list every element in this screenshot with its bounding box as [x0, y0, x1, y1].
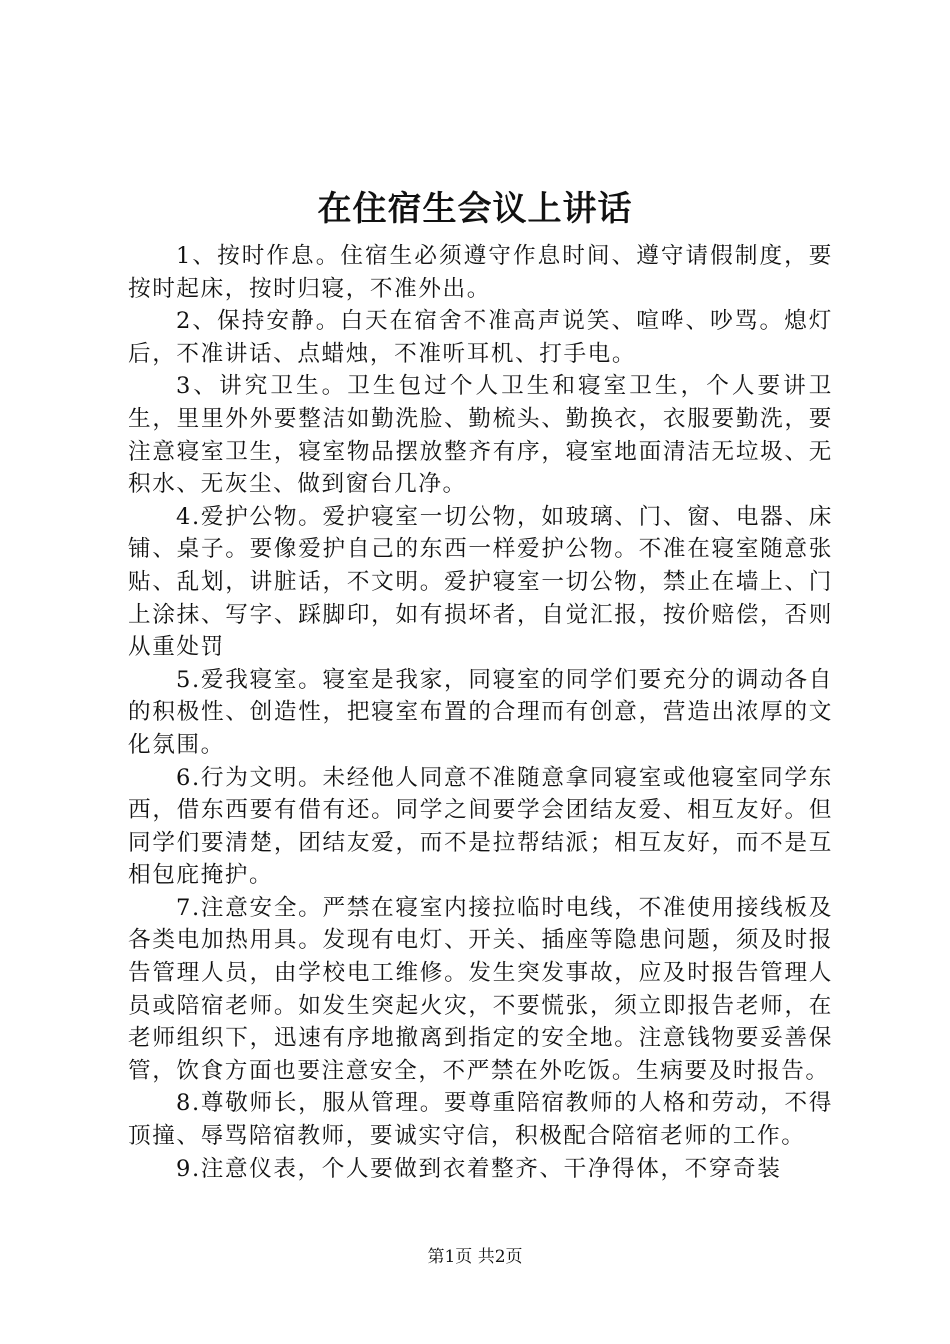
- document-title: 在住宿生会议上讲话: [317, 189, 633, 229]
- page-footer: 第1页 共2页: [427, 1247, 523, 1267]
- paragraph-7: 7.注意安全。严禁在寝室内接拉临时电线，不准使用接线板及各类电加热用具。发现有电灯、开关、插座等隐患问题，须及时报告管理人员，由学校电工维修。发生突发事故，应及时报告管理人员或陪宿老师。如发生突起火灾，不要慌张，须立即报告老师，在老师组织下，迅速有序地撤离到指定的安全地。注意钱物要妥善保管，饮食方面也要注意安全，不严禁在外吃饭。生病要及时报告。: [128, 894, 833, 1084]
- paragraph-2: 2、保持安静。白天在宿舍不准高声说笑、喧哗、吵骂。熄灯后，不准讲话、点蜡烛，不准听耳机、打手电。: [128, 308, 833, 367]
- paragraph-4: 4.爱护公物。爱护寝室一切公物，如玻璃、门、窗、电器、床铺、桌子。要像爱护自己的东西一样爱护公物。不准在寝室随意张贴、乱划，讲脏话，不文明。爱护寝室一切公物，禁止在墙上、门上涂抹、写字、踩脚印，如有损坏者，自觉汇报，按价赔偿，否则从重处罚: [128, 503, 833, 661]
- paragraph-5: 5.爱我寝室。寝室是我家，同寝室的同学们要充分的调动各自的积极性、创造性，把寝室布置的合理而有创意，营造出浓厚的文化氛围。: [128, 666, 833, 758]
- paragraph-3: 3、讲究卫生。卫生包过个人卫生和寝室卫生，个人要讲卫生，里里外外要整洁如勤洗脸、勤梳头、勤换衣，衣服要勤洗，要注意寝室卫生，寝室物品摆放整齐有序，寝室地面清洁无垃圾、无积水、无灰尘、做到窗台几净。: [128, 373, 833, 498]
- paragraph-9: 9.注意仪表，个人要做到衣着整齐、干净得体，不穿奇装: [176, 1155, 782, 1182]
- paragraph-1: 1、按时作息。住宿生必须遵守作息时间、遵守请假制度，要按时起床，按时归寝，不准外出。: [128, 243, 833, 302]
- paragraph-8: 8.尊敬师长，服从管理。要尊重陪宿教师的人格和劳动，不得顶撞、辱骂陪宿教师，要诚实守信，积极配合陪宿老师的工作。: [128, 1090, 833, 1150]
- document-body: [128, 240, 833, 1185]
- paragraph-6: 6.行为文明。未经他人同意不准随意拿同寝室或他寝室同学东西，借东西要有借有还。同学之间要学会团结友爱、相互友好。但同学们要清楚，团结友爱，而不是拉帮结派；相互友好，而不是互相包庇掩护。: [128, 764, 833, 889]
